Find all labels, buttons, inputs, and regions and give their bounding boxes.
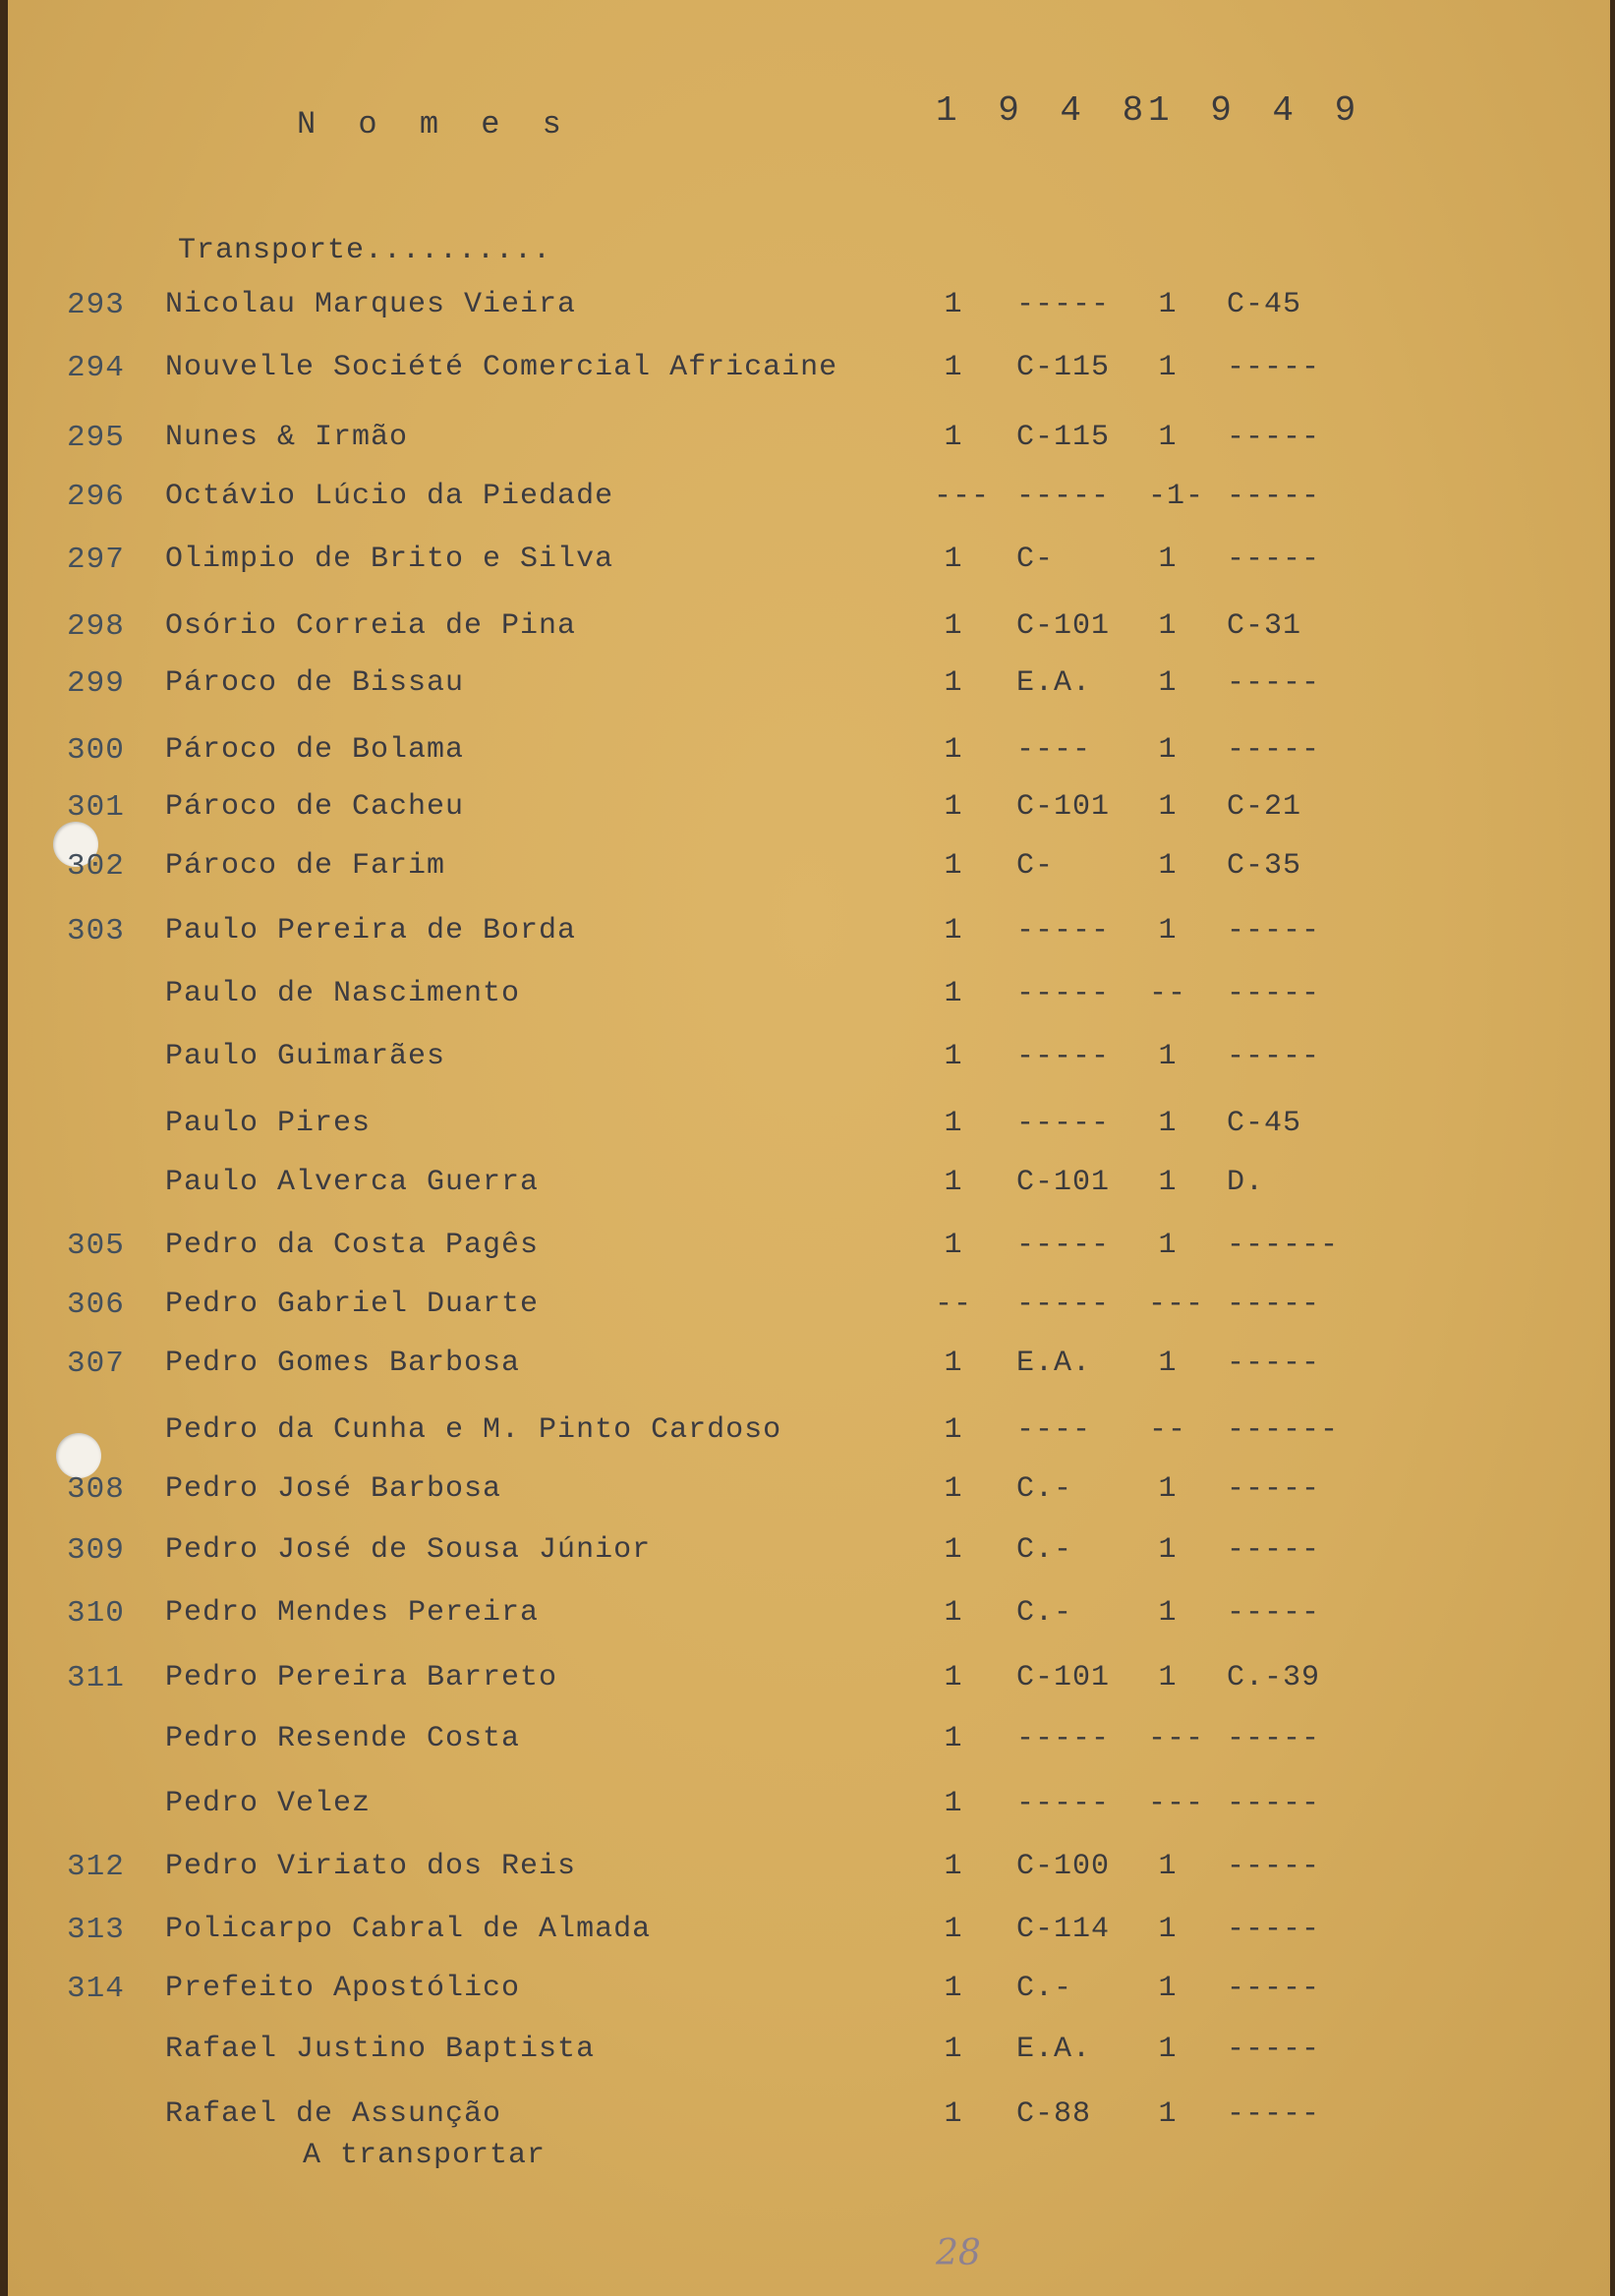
entry-number: 293	[67, 288, 125, 322]
entry-number: 309	[67, 1533, 125, 1568]
entry-number: 294	[67, 351, 125, 385]
entry-1949-ref: -----	[1227, 351, 1321, 384]
entry-1949-ref: -----	[1227, 1972, 1321, 2005]
entry-1948-count: 1	[944, 2033, 963, 2066]
transport-in-label: Transporte..........	[178, 234, 552, 267]
entry-1949-count: 1	[1158, 1229, 1178, 1262]
entry-1949-count: --	[1148, 977, 1186, 1010]
entry-1948-ref: C-101	[1016, 790, 1111, 824]
entry-name: Rafael Justino Baptista	[165, 2033, 596, 2066]
entry-1949-count: 1	[1158, 1661, 1178, 1694]
entry-1948-ref: -----	[1016, 1229, 1111, 1262]
entry-1948-ref: ----	[1016, 733, 1092, 767]
entry-1949-ref: -----	[1227, 1288, 1321, 1321]
entry-number: 311	[67, 1661, 125, 1695]
entry-1948-ref: C-	[1016, 543, 1055, 576]
entry-name: Pedro Viriato dos Reis	[165, 1850, 577, 1883]
entry-1948-count: 1	[944, 1229, 963, 1262]
entry-1949-ref: -----	[1227, 1913, 1321, 1946]
entry-1948-count: 1	[944, 790, 963, 824]
entry-1948-ref: E.A.	[1016, 2033, 1092, 2066]
entry-name: Nunes & Irmão	[165, 421, 409, 454]
entry-1949-count: 1	[1158, 1347, 1178, 1380]
entry-1949-ref: -----	[1227, 1596, 1321, 1630]
entry-1949-count: 1	[1158, 914, 1178, 947]
entry-1948-count: 1	[944, 1347, 963, 1380]
entry-1949-ref: -----	[1227, 480, 1321, 513]
entry-1949-ref: -----	[1227, 1472, 1321, 1506]
entry-1949-count: 1	[1158, 790, 1178, 824]
entry-name: Prefeito Apostólico	[165, 1972, 521, 2005]
entry-1949-count: 1	[1158, 421, 1178, 454]
entry-number: 301	[67, 790, 125, 825]
entry-1949-ref: C-45	[1227, 1107, 1302, 1140]
entry-1948-count: 1	[944, 288, 963, 321]
entry-1948-ref: C-101	[1016, 1166, 1111, 1199]
entry-1948-count: 1	[944, 914, 963, 947]
entry-1948-count: 1	[944, 1787, 963, 1820]
entry-number: 306	[67, 1288, 125, 1322]
entry-1948-ref: -----	[1016, 914, 1111, 947]
entry-1949-count: 1	[1158, 1972, 1178, 2005]
transport-out-label: A transportar	[303, 2139, 547, 2172]
entry-1948-count: 1	[944, 1661, 963, 1694]
entry-1948-ref: -----	[1016, 1787, 1111, 1820]
entry-1949-count: 1	[1158, 543, 1178, 576]
entry-1948-count: 1	[944, 1472, 963, 1506]
entry-1949-ref: ------	[1227, 1229, 1340, 1262]
entry-name: Pedro Mendes Pereira	[165, 1596, 540, 1630]
entry-name: Osório Correia de Pina	[165, 609, 577, 643]
entry-1949-ref: -----	[1227, 1850, 1321, 1883]
entry-1948-ref: C-	[1016, 849, 1055, 883]
entry-1949-count: ---	[1148, 1722, 1205, 1755]
entry-1949-count: 1	[1158, 609, 1178, 643]
document-page	[8, 0, 1610, 2296]
entry-1948-ref: C-101	[1016, 1661, 1111, 1694]
entry-1948-count: 1	[944, 1596, 963, 1630]
entry-1948-ref: C-88	[1016, 2097, 1092, 2131]
entry-1948-ref: E.A.	[1016, 666, 1092, 700]
entry-number: 298	[67, 609, 125, 644]
entry-1949-count: 1	[1158, 1913, 1178, 1946]
entry-1949-count: 1	[1158, 733, 1178, 767]
entry-name: Rafael de Assunção	[165, 2097, 502, 2131]
names-heading: N o m e s	[297, 106, 573, 143]
entry-1948-count: 1	[944, 351, 963, 384]
entry-1949-ref: -----	[1227, 1533, 1321, 1567]
entry-1948-ref: -----	[1016, 480, 1111, 513]
entry-1949-ref: -----	[1227, 977, 1321, 1010]
entry-number: 303	[67, 914, 125, 948]
entry-1948-ref: ----	[1016, 1413, 1092, 1447]
entry-1949-count: 1	[1158, 1596, 1178, 1630]
entry-1948-count: 1	[944, 1913, 963, 1946]
entry-name: Paulo Pereira de Borda	[165, 914, 577, 947]
entry-name: Pároco de Bolama	[165, 733, 465, 767]
entry-number: 308	[67, 1472, 125, 1507]
entry-1949-count: 1	[1158, 849, 1178, 883]
entry-name: Paulo de Nascimento	[165, 977, 521, 1010]
entry-1949-ref: -----	[1227, 1347, 1321, 1380]
entry-1949-count: 1	[1158, 288, 1178, 321]
entry-number: 302	[67, 849, 125, 884]
entry-1948-ref: -----	[1016, 1288, 1111, 1321]
entry-1948-ref: C-115	[1016, 421, 1111, 454]
entry-1948-count: 1	[944, 1722, 963, 1755]
entry-1948-count: 1	[944, 1850, 963, 1883]
entry-name: Pedro Gomes Barbosa	[165, 1347, 521, 1380]
entry-1949-ref: -----	[1227, 2097, 1321, 2131]
entry-number: 310	[67, 1596, 125, 1631]
entry-1948-ref: C-114	[1016, 1913, 1111, 1946]
entry-1949-count: 1	[1158, 2033, 1178, 2066]
entry-1948-count: 1	[944, 1107, 963, 1140]
entry-1949-count: 1	[1158, 351, 1178, 384]
entry-1948-ref: C-100	[1016, 1850, 1111, 1883]
entry-1948-ref: -----	[1016, 977, 1111, 1010]
entry-1948-count: 1	[944, 421, 963, 454]
entry-1949-count: 1	[1158, 1472, 1178, 1506]
entry-number: 299	[67, 666, 125, 701]
entry-name: Pároco de Farim	[165, 849, 446, 883]
entry-name: Paulo Pires	[165, 1107, 372, 1140]
entry-number: 307	[67, 1347, 125, 1381]
entry-1948-ref: C-115	[1016, 351, 1111, 384]
entry-name: Pedro da Cunha e M. Pinto Cardoso	[165, 1413, 782, 1447]
entry-1949-count: 1	[1158, 1533, 1178, 1567]
entry-number: 313	[67, 1913, 125, 1947]
entry-1948-count: 1	[944, 733, 963, 767]
entry-1948-count: 1	[944, 977, 963, 1010]
entry-1948-ref: E.A.	[1016, 1347, 1092, 1380]
entry-1949-ref: -----	[1227, 1722, 1321, 1755]
entry-1949-ref: -----	[1227, 1040, 1321, 1073]
entry-1948-ref: C.-	[1016, 1533, 1073, 1567]
entry-number: 305	[67, 1229, 125, 1263]
entry-name: Pedro Pereira Barreto	[165, 1661, 558, 1694]
entry-name: Pároco de Bissau	[165, 666, 465, 700]
entry-1948-count: 1	[944, 849, 963, 883]
entry-name: Policarpo Cabral de Almada	[165, 1913, 652, 1946]
entry-1948-count: 1	[944, 2097, 963, 2131]
entry-1949-ref: -----	[1227, 1787, 1321, 1820]
entry-1948-ref: C-101	[1016, 609, 1111, 643]
entry-1949-count: -1-	[1148, 480, 1205, 513]
entry-1949-ref: C-31	[1227, 609, 1302, 643]
entry-name: Pedro Gabriel Duarte	[165, 1288, 540, 1321]
entry-1949-ref: -----	[1227, 733, 1321, 767]
entry-name: Nouvelle Société Comercial Africaine	[165, 351, 838, 384]
entry-1949-count: --	[1148, 1413, 1186, 1447]
entry-1949-count: ---	[1148, 1288, 1205, 1321]
entry-1948-count: ---	[934, 480, 991, 513]
entry-name: Olimpio de Brito e Silva	[165, 543, 614, 576]
year-1948-heading: 1 9 4 8	[936, 90, 1154, 131]
entry-name: Pedro José de Sousa Júnior	[165, 1533, 652, 1567]
entry-name: Pedro da Costa Pagês	[165, 1229, 540, 1262]
entry-1949-ref: ------	[1227, 1413, 1340, 1447]
entry-name: Octávio Lúcio da Piedade	[165, 480, 614, 513]
entry-1948-count: 1	[944, 1166, 963, 1199]
entry-1949-ref: -----	[1227, 666, 1321, 700]
entry-name: Paulo Alverca Guerra	[165, 1166, 540, 1199]
entry-name: Pedro José Barbosa	[165, 1472, 502, 1506]
entry-1948-ref: C.-	[1016, 1472, 1073, 1506]
entry-1949-count: 1	[1158, 1850, 1178, 1883]
entry-1948-count: 1	[944, 1040, 963, 1073]
entry-1949-ref: -----	[1227, 914, 1321, 947]
entry-1949-ref: D.	[1227, 1166, 1265, 1199]
entry-1949-count: 1	[1158, 1040, 1178, 1073]
entry-name: Pedro Velez	[165, 1787, 372, 1820]
entry-1948-ref: C.-	[1016, 1972, 1073, 2005]
entry-1949-ref: C.-39	[1227, 1661, 1321, 1694]
entry-1948-ref: C.-	[1016, 1596, 1073, 1630]
entry-number: 314	[67, 1972, 125, 2006]
entry-1948-count: 1	[944, 1413, 963, 1447]
entry-1948-count: 1	[944, 1533, 963, 1567]
year-1949-heading: 1 9 4 9	[1148, 90, 1366, 131]
entry-1949-ref: C-21	[1227, 790, 1302, 824]
entry-number: 297	[67, 543, 125, 577]
page-number: 28	[936, 2233, 981, 2273]
entry-name: Nicolau Marques Vieira	[165, 288, 577, 321]
entry-1948-ref: -----	[1016, 1722, 1111, 1755]
entry-1949-count: 1	[1158, 2097, 1178, 2131]
entry-1949-count: 1	[1158, 666, 1178, 700]
entry-number: 295	[67, 421, 125, 455]
entry-1949-ref: C-45	[1227, 288, 1302, 321]
entry-1948-count: 1	[944, 1972, 963, 2005]
entry-1949-count: 1	[1158, 1107, 1178, 1140]
entry-1948-count: 1	[944, 609, 963, 643]
entry-1949-count: 1	[1158, 1166, 1178, 1199]
entry-1948-count: --	[934, 1288, 972, 1321]
entry-name: Pároco de Cacheu	[165, 790, 465, 824]
entry-1949-ref: -----	[1227, 543, 1321, 576]
entry-1948-ref: -----	[1016, 288, 1111, 321]
entry-number: 312	[67, 1850, 125, 1884]
entry-1949-ref: C-35	[1227, 849, 1302, 883]
entry-1949-ref: -----	[1227, 421, 1321, 454]
entry-number: 300	[67, 733, 125, 768]
entry-1948-count: 1	[944, 666, 963, 700]
entry-1948-ref: -----	[1016, 1040, 1111, 1073]
entry-1948-ref: -----	[1016, 1107, 1111, 1140]
entry-name: Pedro Resende Costa	[165, 1722, 521, 1755]
entry-1949-count: ---	[1148, 1787, 1205, 1820]
entry-1948-count: 1	[944, 543, 963, 576]
entry-name: Paulo Guimarães	[165, 1040, 446, 1073]
entry-1949-ref: -----	[1227, 2033, 1321, 2066]
entry-number: 296	[67, 480, 125, 514]
